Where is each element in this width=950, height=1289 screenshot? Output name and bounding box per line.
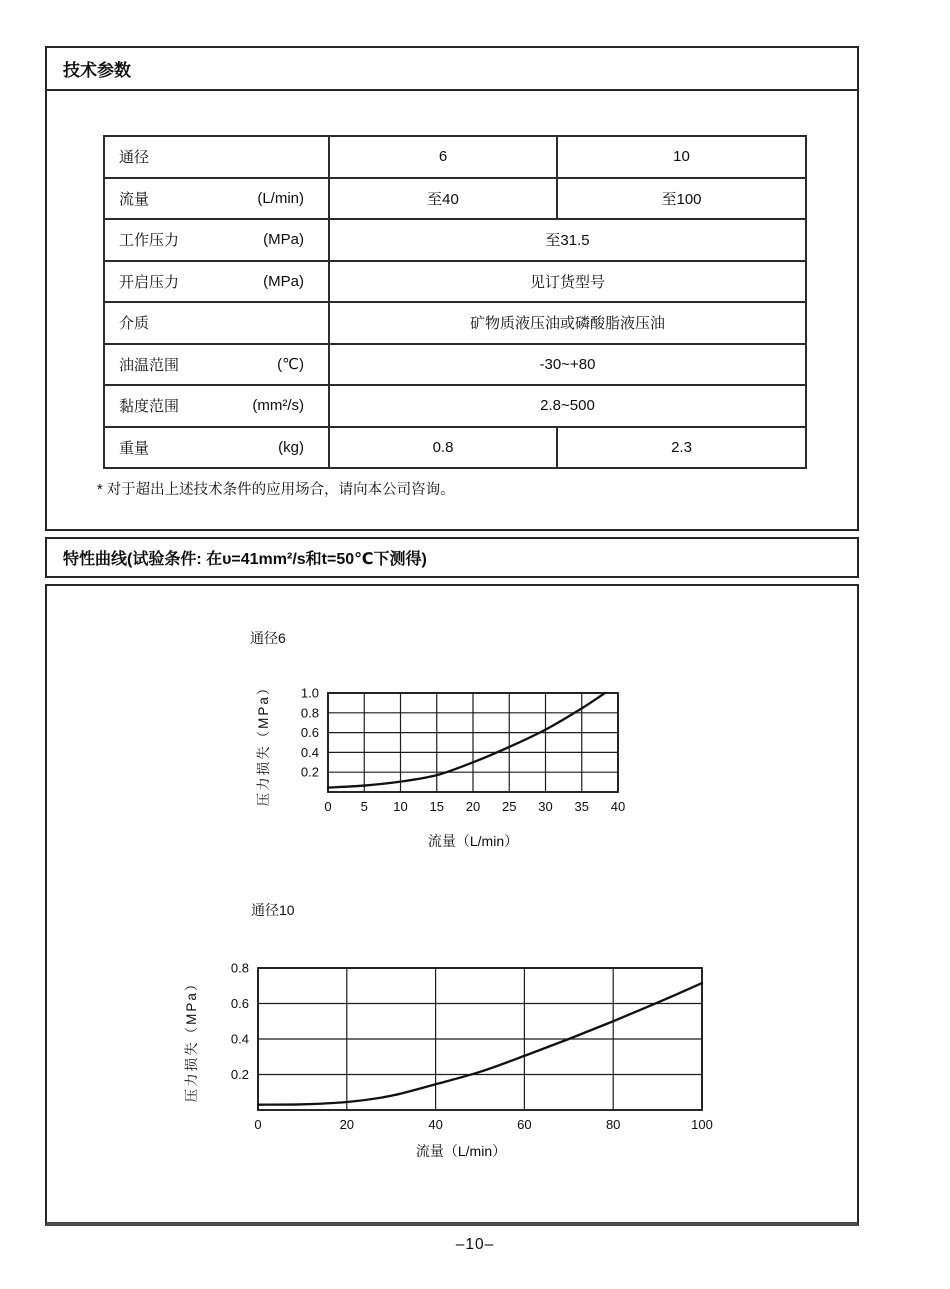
table-row xyxy=(104,385,806,427)
table-row xyxy=(104,178,806,220)
x-tick-label: 0 xyxy=(254,1117,262,1132)
spec-label: 通径 xyxy=(119,149,150,167)
spec-unit: (MPa) xyxy=(263,272,304,290)
pressure-loss-curve xyxy=(258,983,702,1105)
section1-title: 技术参数 xyxy=(63,61,131,80)
page-number: –10– xyxy=(455,1236,495,1253)
section1-header-box xyxy=(45,46,859,91)
x-tick-label: 25 xyxy=(502,799,517,814)
footnote: * 对于超出上述技术条件的应用场合，请向本公司咨询。 xyxy=(97,482,455,498)
table-row xyxy=(104,344,806,386)
y-tick-label: 0.6 xyxy=(230,996,249,1011)
x-tick-label: 5 xyxy=(360,799,368,814)
chart-dn10-title: 通径10 xyxy=(251,902,295,918)
section2-title: 特性曲线(试验条件: 在υ=41mm²/s和t=50℃下测得) xyxy=(63,551,427,568)
spec-value-cell: 6 xyxy=(329,136,557,178)
table-row xyxy=(104,136,806,178)
chart-dn10-x-axis-label: 流量（L/min） xyxy=(415,1143,507,1159)
spec-value-cell: 见订货型号 xyxy=(329,261,806,303)
section2-header-box xyxy=(45,537,859,578)
x-tick-label: 35 xyxy=(574,799,589,814)
spec-label: 开启压力 xyxy=(119,273,180,291)
x-tick-label: 20 xyxy=(465,799,481,814)
x-tick-label: 20 xyxy=(339,1117,355,1132)
chart-dn6-title: 通径6 xyxy=(250,630,286,646)
x-tick-label: 40 xyxy=(610,799,626,814)
spec-label-cell xyxy=(104,178,329,220)
spec-value-cell: 至31.5 xyxy=(329,219,806,261)
table-row xyxy=(104,427,806,469)
spec-label-cell xyxy=(104,385,329,427)
spec-value-cell: 至40 xyxy=(329,178,557,220)
chart-dn6-y-axis-label: 压力损失（MPa） xyxy=(256,679,271,807)
spec-label-cell xyxy=(104,344,329,386)
y-tick-label: 0.4 xyxy=(300,744,319,760)
y-tick-label: 0.2 xyxy=(300,764,319,780)
chart-dn10-plot xyxy=(215,960,720,1140)
spec-unit: (mm²/s) xyxy=(252,397,304,415)
x-tick-label: 10 xyxy=(393,799,408,814)
y-tick-label: 0.2 xyxy=(230,1067,249,1082)
x-tick-label: 15 xyxy=(429,799,444,814)
spec-label-cell xyxy=(104,302,329,344)
y-tick-label: 1.0 xyxy=(300,685,319,701)
chart-dn10-y-axis-label: 压力损失（MPa） xyxy=(184,975,199,1103)
spec-label-cell xyxy=(104,136,329,178)
spec-label-cell xyxy=(104,427,329,469)
spec-value-cell: 至100 xyxy=(557,178,806,220)
spec-label-cell xyxy=(104,219,329,261)
spec-value-cell: 2.8~500 xyxy=(329,385,806,427)
spec-unit: (kg) xyxy=(278,438,304,456)
y-tick-label: 0.6 xyxy=(300,725,319,741)
spec-label: 黏度范围 xyxy=(119,398,180,416)
spec-value-cell: 矿物质液压油或磷酸脂液压油 xyxy=(329,302,806,344)
x-tick-label: 30 xyxy=(538,799,553,814)
spec-unit: (℃) xyxy=(277,356,304,374)
spec-label-cell xyxy=(104,261,329,303)
y-tick-label: 0.4 xyxy=(230,1031,249,1047)
x-tick-label: 60 xyxy=(517,1117,532,1132)
pressure-loss-curve xyxy=(328,693,605,788)
table-row xyxy=(104,302,806,344)
y-tick-label: 0.8 xyxy=(230,960,249,976)
table-row xyxy=(104,219,806,261)
spec-table xyxy=(103,135,807,469)
x-tick-label: 40 xyxy=(428,1117,443,1132)
x-tick-label: 0 xyxy=(324,799,332,814)
spec-label: 工作压力 xyxy=(119,232,180,250)
chart-dn6-x-axis-label: 流量（L/min） xyxy=(427,833,519,849)
spec-value-cell: -30~+80 xyxy=(329,344,806,386)
spec-value-cell: 2.3 xyxy=(557,427,806,469)
spec-value-cell: 0.8 xyxy=(329,427,557,469)
table-row xyxy=(104,261,806,303)
y-tick-label: 0.8 xyxy=(300,705,319,721)
x-tick-label: 80 xyxy=(605,1117,621,1132)
spec-label: 重量 xyxy=(119,439,150,457)
spec-label: 介质 xyxy=(119,315,150,333)
spec-unit: (L/min) xyxy=(257,189,304,207)
spec-label: 油温范围 xyxy=(119,356,180,374)
spec-unit: (MPa) xyxy=(263,231,304,249)
chart-dn6-plot xyxy=(295,685,630,820)
spec-label: 流量 xyxy=(119,190,150,208)
spec-value-cell: 10 xyxy=(557,136,806,178)
x-tick-label: 100 xyxy=(691,1117,713,1132)
